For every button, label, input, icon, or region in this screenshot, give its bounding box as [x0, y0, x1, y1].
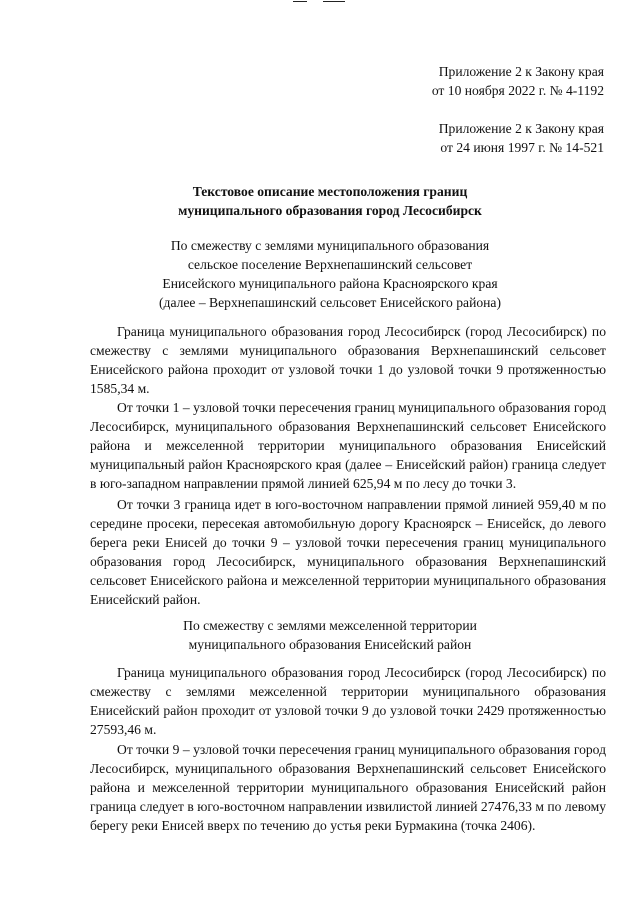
section1-paragraph-2-text: От точки 1 – узловой точки пересечения границ муниципального образования город Лесосибирск, муниципального образования Верхнепашинский сельсовет Енисейского района и межселенной территории муниципального образования Енисейский муниципальный район Красноярского края (далее – Енисейский район) граница следует в юго-западном направлении прямой линией 625,94 м по лесу до точки 3.: [90, 400, 606, 491]
section1-heading: [80, 236, 580, 312]
scan-top-marks: [293, 0, 353, 4]
appendix-current-line1: Приложение 2 к Закону края: [438, 64, 604, 79]
document-title: [80, 182, 580, 220]
section2-paragraph-2: [90, 740, 606, 835]
section1-heading-line1: По смежеству с землями муниципального образования: [170, 238, 490, 253]
section1-heading-line3: Енисейского муниципального района Красноярского края: [162, 276, 498, 291]
appendix-current-reference: [432, 62, 604, 100]
appendix-original-line2: от 24 июня 1997 г. № 14-521: [440, 140, 604, 155]
section1-paragraph-1-text: Граница муниципального образования город Лесосибирск (город Лесосибирск) по смежеству с землями муниципального образования Верхнепашинский сельсовет Енисейского района проходит от узловой точки 1 до узловой точки 9 протяженностью 1585,34 м.: [90, 324, 606, 396]
section1-paragraph-2: [90, 398, 606, 493]
section1-heading-line4: (далее – Верхнепашинский сельсовет Енисейского района): [159, 295, 501, 310]
appendix-original-reference: [439, 119, 604, 157]
section1-paragraph-3: [90, 495, 606, 609]
section2-paragraph-2-text: От точки 9 – узловой точки пересечения границ муниципального образования город Лесосибирск, муниципального образования Верхнепашинский сельсовет Енисейского района и межселенной территории муниципального образования Енисейский район граница следует в юго-восточном направлении извилистой линией 27476,33 м по левому берегу реки Енисей вверх по течению до устья реки Бурмакина (точка 2406).: [90, 742, 606, 833]
section1-paragraph-3-text: От точки 3 граница идет в юго-восточном направлении прямой линией 959,40 м по середине просеки, пересекая автомобильную дорогу Красноярск – Енисейск, до левого берега реки Енисей до точки 9 – узловой точки пересечения границ муниципального образования город Лесосибирск, муниципального образования Верхнепашинский сельсовет Енисейского района и межселенной территории муниципального образования Енисейский район.: [90, 497, 606, 607]
section2-heading-line2: муниципального образования Енисейский район: [188, 637, 472, 652]
section2-paragraph-1: [90, 663, 606, 739]
section2-heading-line1: По смежеству с землями межселенной территории: [183, 618, 477, 633]
appendix-current-line2: от 10 ноября 2022 г. № 4-1192: [431, 83, 604, 98]
section1-paragraph-1: [90, 322, 606, 398]
appendix-original-line1: Приложение 2 к Закону края: [438, 121, 604, 136]
document-title-line1: Текстовое описание местоположения границ: [192, 184, 468, 199]
section1-heading-line2: сельское поселение Верхнепашинский сельсовет: [187, 257, 473, 272]
section2-paragraph-1-text: Граница муниципального образования город Лесосибирск (город Лесосибирск) по смежеству с землями межселенной территории муниципального образования Енисейский район проходит от узловой точки 9 до узловой точки 2429 протяженностью 27593,46 м.: [90, 665, 606, 737]
document-title-line2: муниципального образования город Лесосибирск: [178, 203, 482, 218]
section2-heading: [80, 616, 580, 654]
